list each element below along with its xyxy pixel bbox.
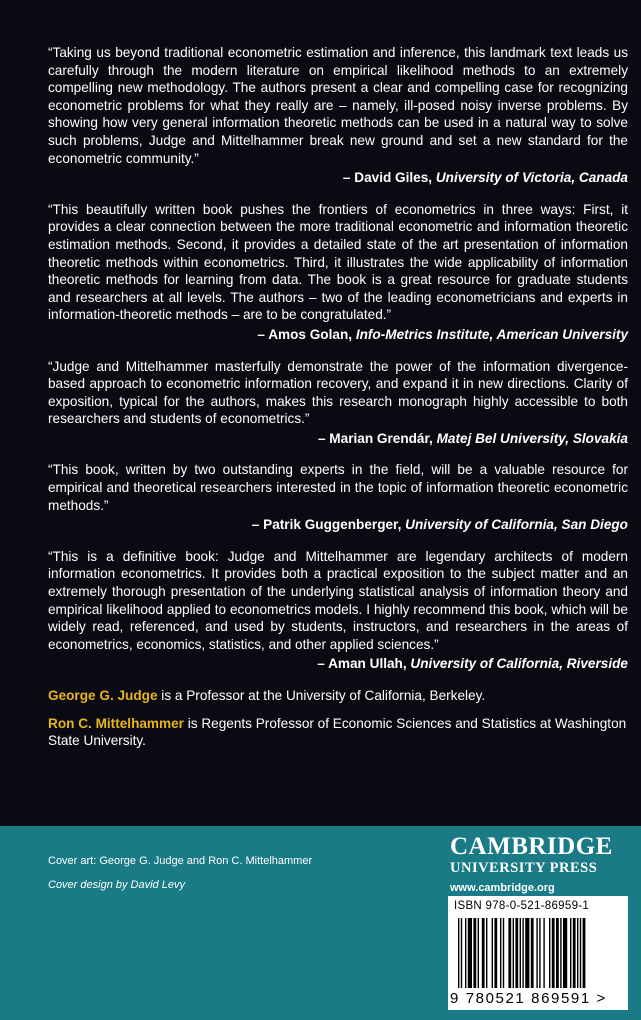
review-affiliation: University of California, Riverside	[410, 656, 628, 672]
publisher-subname: UNIVERSITY PRESS	[450, 860, 598, 876]
review-author: – Patrik Guggenberger,	[251, 517, 402, 533]
review-author: – Amos Golan,	[257, 326, 353, 342]
review-item	[48, 44, 628, 187]
author-name: George G. Judge	[48, 688, 158, 703]
review-attribution	[48, 516, 628, 534]
review-item	[48, 358, 628, 448]
review-text: “This is a definitive book: Judge and Mittelhammer are legendary architects of modern information econometrics. It provides both a practical exposition to the subject matter and an extremely thorough presentation of the underlying statistical analysis of information theory and empirical likelihood applied to econometrics models. I highly recommend this book, which will be widely read, referenced, and used by students, instructors, and researchers in the areas of econometrics, economics, statistics, and other applied sciences.”	[48, 548, 628, 652]
review-affiliation: Matej Bel University, Slovakia	[436, 430, 628, 446]
author-bio-text: is Regents Professor of Economic Sciences and Statistics at Washington State University.	[48, 715, 627, 749]
footer-band	[0, 826, 641, 1020]
barcode-panel	[448, 896, 628, 1010]
review-attribution	[48, 655, 628, 673]
cover-design-credit: Cover design by David Levy	[48, 879, 185, 891]
cover-art-credit: Cover art: George G. Judge and Ron C. Mittelhammer	[48, 855, 313, 867]
review-attribution	[48, 169, 628, 187]
author-bio	[48, 687, 628, 705]
review-text: “This book, written by two outstanding experts in the field, will be a valuable resource for empirical and theoretical researchers interested in the topic of information theoretic econometric methods.”	[48, 462, 628, 513]
review-author: – Aman Ullah,	[317, 656, 407, 672]
isbn-label: ISBN 978-0-521-86959-1	[454, 900, 590, 912]
publisher-name: CAMBRIDGE	[450, 833, 613, 860]
review-item	[48, 461, 628, 533]
review-item	[48, 548, 628, 673]
review-author: – David Giles,	[342, 170, 433, 186]
barcode-number: 9 780521 869591 >	[450, 990, 607, 1007]
review-attribution	[48, 430, 628, 448]
review-affiliation: University of Victoria, Canada	[435, 170, 628, 186]
review-text: “This beautifully written book pushes the frontiers of econometrics in three ways: First, it provides a clear connection between the more traditional econometric and information theoretic estimation methods. Second, it provides a detailed state of the art presentation of information theoretic methods within econometrics. Third, it illustrates the wide applicability of information theoretic methods for learning from data. The book is a great resource for graduate students and researchers at all levels. The authors – two of the leading econometricians and experts in information-theoretic methods – are to be congratulated.”	[48, 201, 628, 323]
review-text: “Judge and Mittelhammer masterfully demonstrate the power of the information divergence-based approach to econometric information recovery, and expand it in new directions. Clarity of exposition, typical for the authors, makes this research monograph highly accessible to both researchers and students of econometrics.”	[48, 358, 628, 427]
review-affiliation: Info-Metrics Institute, American University	[355, 326, 628, 342]
author-bio-text: is a Professor at the University of California, Berkeley.	[157, 688, 486, 703]
author-name: Ron C. Mittelhammer	[48, 715, 184, 731]
author-bio	[48, 715, 628, 750]
barcode-image	[458, 918, 618, 990]
review-attribution	[48, 326, 628, 344]
review-list	[48, 44, 628, 760]
review-author: – Marian Grendár,	[317, 430, 433, 446]
review-affiliation: University of California, San Diego	[405, 517, 628, 533]
review-text: “Taking us beyond traditional econometric estimation and inference, this landmark text leads us carefully through the modern literature on empirical likelihood methods to an extremely compelling new methodology. The authors present a clear and compelling case for recognizing econometric problems for what they really are – namely, ill-posed noisy inverse problems. By showing how very general information theoretic methods can be used in a natural way to solve such problems, Judge and Mittelhammer break new ground and set a new standard for the econometric community.”	[48, 45, 628, 166]
publisher-logo	[450, 834, 620, 894]
review-item	[48, 201, 628, 344]
publisher-url: www.cambridge.org	[450, 882, 555, 894]
